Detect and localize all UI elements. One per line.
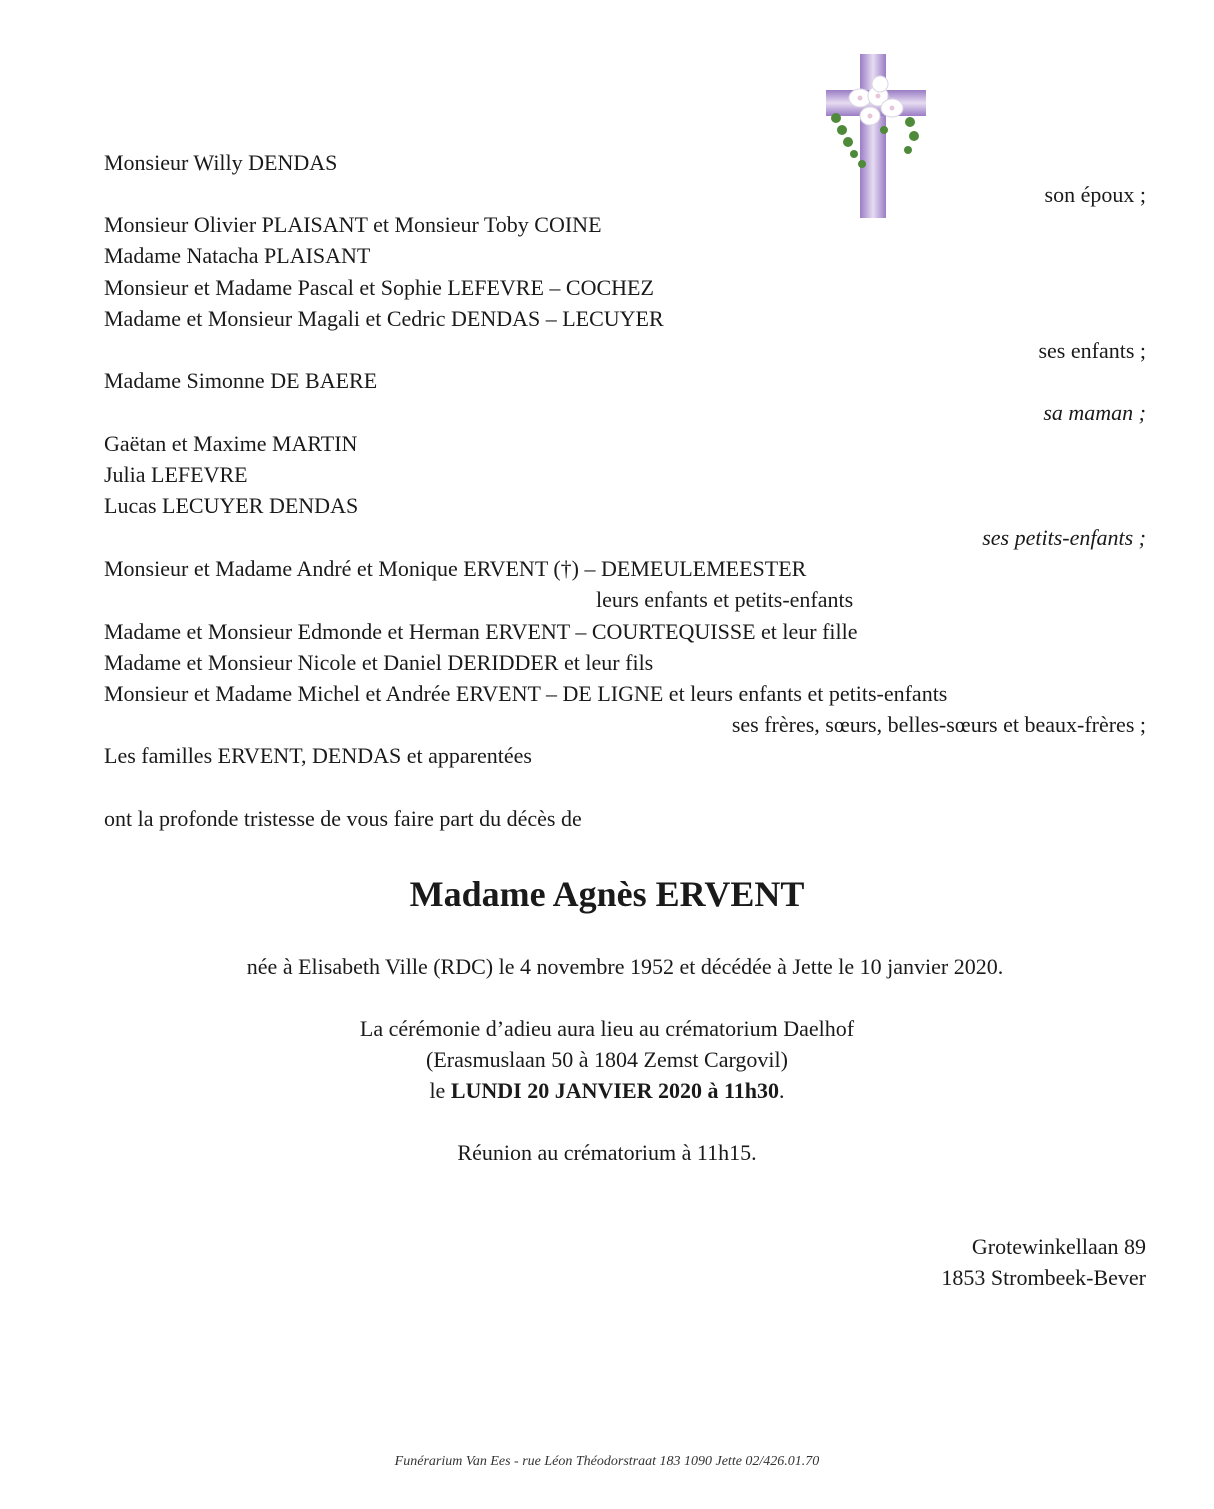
- ceremony-date-suffix: .: [779, 1078, 785, 1103]
- mother-role: sa maman ;: [1043, 400, 1146, 425]
- grandchildren-role: ses petits-enfants ;: [982, 525, 1146, 550]
- meeting-line: Réunion au crématorium à 11h15.: [457, 1140, 757, 1165]
- children-role: ses enfants ;: [1038, 338, 1146, 363]
- ceremony-line: La cérémonie d’adieu aura lieu au crématorium Daelhof: [359, 1016, 855, 1041]
- cross-image: [822, 52, 930, 220]
- grandchild-name: Gaëtan et Maxime MARTIN: [104, 431, 358, 456]
- siblings-role: ses frères, sœurs, belles-sœurs et beaux-frères ;: [731, 712, 1146, 737]
- spouse-role: son époux ;: [1044, 182, 1146, 207]
- child-name: Monsieur Olivier PLAISANT et Monsieur Toby COINE: [104, 212, 602, 237]
- child-name: Monsieur et Madame Pascal et Sophie LEFEVRE – COCHEZ: [104, 275, 654, 300]
- grandchild-name: Julia LEFEVRE: [104, 462, 248, 487]
- sibling-line: leurs enfants et petits-enfants: [596, 587, 854, 612]
- birth-death-line: née à Elisabeth Ville (RDC) le 4 novembre 1952 et décédée à Jette le 10 janvier 2020.: [246, 954, 1004, 979]
- address-street: Grotewinkellaan 89: [971, 1234, 1146, 1259]
- deceased-name: Madame Agnès ERVENT: [409, 874, 805, 914]
- families-line: Les familles ERVENT, DENDAS et apparentées: [104, 743, 532, 768]
- ceremony-date-prefix: le: [429, 1078, 451, 1103]
- mother-name: Madame Simonne DE BAERE: [104, 368, 378, 393]
- ceremony-date: LUNDI 20 JANVIER 2020 à 11h30: [450, 1078, 780, 1103]
- announcement-text: ont la profonde tristesse de vous faire part du décès de: [104, 806, 582, 831]
- child-name: Madame Natacha PLAISANT: [104, 243, 371, 268]
- ceremony-address: (Erasmuslaan 50 à 1804 Zemst Cargovil): [426, 1047, 788, 1072]
- sibling-line: Monsieur et Madame André et Monique ERVENT (†) – DEMEULEMEESTER: [104, 556, 807, 581]
- grandchild-name: Lucas LECUYER DENDAS: [104, 493, 359, 518]
- sibling-line: Madame et Monsieur Nicole et Daniel DERIDDER et leur fils: [104, 650, 654, 675]
- footer-text: Funérarium Van Ees - rue Léon Théodorstraat 183 1090 Jette 02/426.01.70: [394, 1454, 820, 1469]
- sibling-line: Madame et Monsieur Edmonde et Herman ERVENT – COURTEQUISSE et leur fille: [104, 619, 858, 644]
- spouse-name: Monsieur Willy DENDAS: [104, 150, 338, 175]
- address-city: 1853 Strombeek-Bever: [941, 1265, 1146, 1290]
- sibling-line: Monsieur et Madame Michel et Andrée ERVENT – DE LIGNE et leurs enfants et petits-enfants: [104, 681, 948, 706]
- child-name: Madame et Monsieur Magali et Cedric DENDAS – LECUYER: [104, 306, 664, 331]
- ceremony-date-line: [0, 1077, 1214, 1105]
